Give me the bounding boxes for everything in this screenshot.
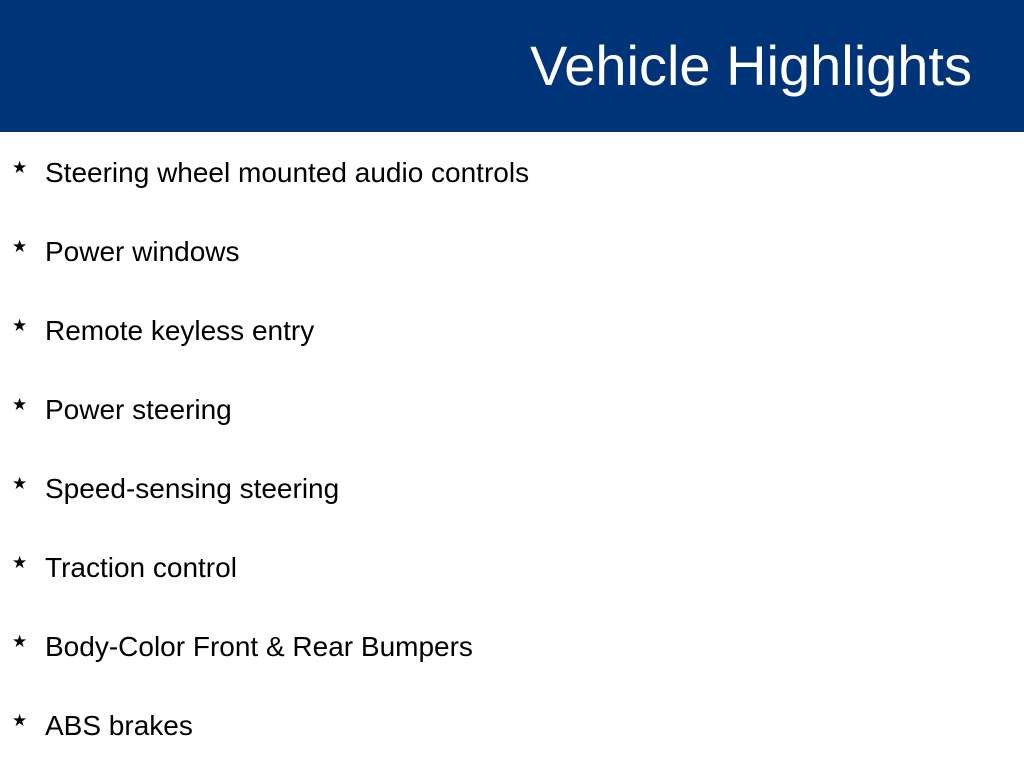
star-icon: ★ bbox=[12, 632, 28, 652]
star-icon: ★ bbox=[12, 553, 28, 573]
star-icon: ★ bbox=[12, 237, 28, 257]
list-item-label: Body-Color Front & Rear Bumpers bbox=[45, 631, 473, 662]
star-icon: ★ bbox=[12, 316, 28, 336]
star-icon: ★ bbox=[12, 474, 28, 494]
list-item-label: Remote keyless entry bbox=[45, 315, 315, 346]
list-item-label: ABS brakes bbox=[45, 710, 193, 741]
title-banner bbox=[0, 0, 1024, 132]
page-title: Vehicle Highlights bbox=[529, 34, 972, 97]
list-item-label: Power windows bbox=[45, 236, 240, 267]
list-item-label: Steering wheel mounted audio controls bbox=[45, 157, 530, 188]
star-icon: ★ bbox=[12, 711, 28, 731]
star-icon: ★ bbox=[12, 395, 28, 415]
list-item-label: Traction control bbox=[45, 552, 237, 583]
star-icon: ★ bbox=[12, 158, 28, 178]
list-item-label: Speed-sensing steering bbox=[45, 473, 340, 504]
list-item-label: Power steering bbox=[45, 394, 232, 425]
